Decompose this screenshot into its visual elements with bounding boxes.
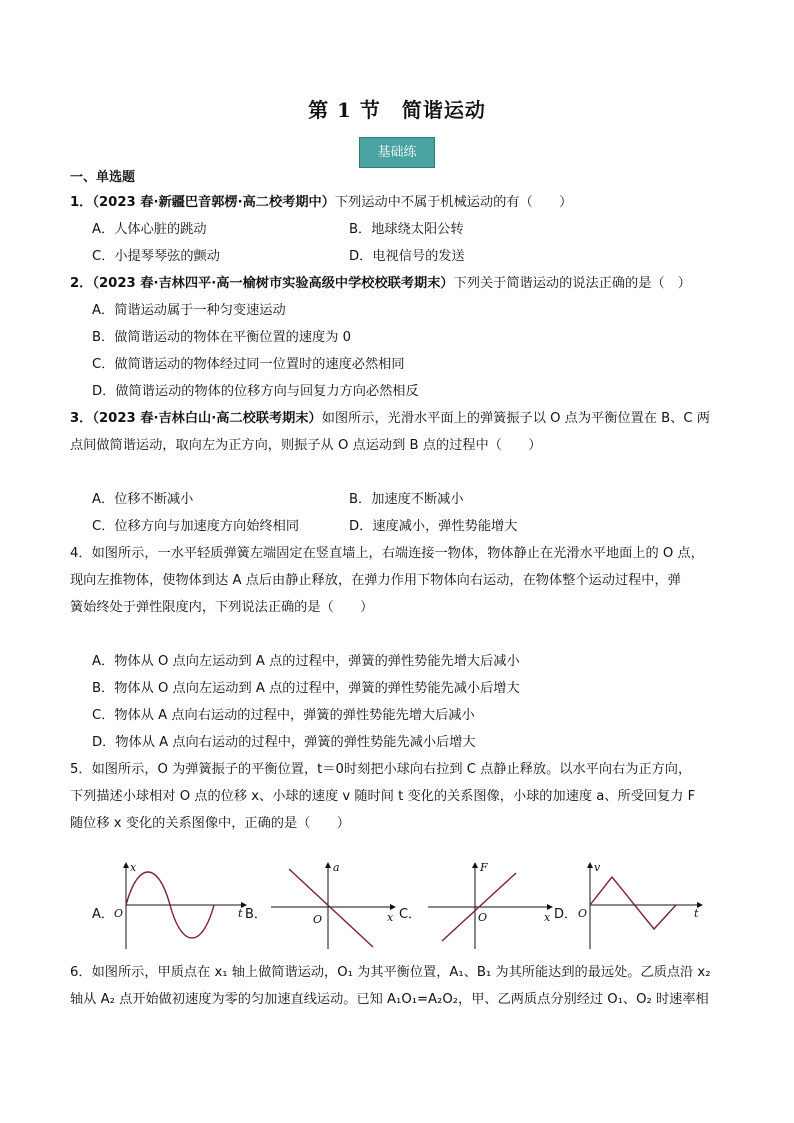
axis-label-t: t bbox=[694, 907, 699, 920]
question-stem: 随位移 x 变化的关系图像中，正确的是（ ） bbox=[70, 816, 350, 831]
question-stem: 如图所示，光滑水平面上的弹簧振子以 O 点为平衡位置在 B、C 两 bbox=[321, 411, 710, 426]
option-d-label[interactable]: D． bbox=[554, 907, 578, 922]
option-d[interactable]: D．速度减小，弹性势能增大 bbox=[349, 519, 518, 534]
option-d[interactable]: D．电视信号的发送 bbox=[349, 249, 465, 264]
question-1 bbox=[70, 189, 730, 216]
option-a-label[interactable]: A． bbox=[92, 907, 114, 922]
graph-b[interactable] bbox=[265, 859, 405, 951]
question-stem: 下列描述小球相对 O 点的位移 x、小球的速度 v 随时间 t 变化的关系图像，小球的加速度 a、所受回复力 F bbox=[70, 789, 696, 804]
graph-d[interactable] bbox=[574, 859, 714, 951]
option-b[interactable]: B．做简谐运动的物体在平衡位置的速度为 0 bbox=[92, 330, 352, 345]
options-row bbox=[70, 243, 730, 270]
option-c[interactable]: C．物体从 A 点向右运动的过程中，弹簧的弹性势能先增大后减小 bbox=[92, 708, 475, 723]
figure-placeholder bbox=[70, 459, 730, 486]
axis-label-F: F bbox=[480, 861, 488, 874]
question-stem: 下列运动中不属于机械运动的有（ ） bbox=[334, 195, 573, 210]
question-stem: 点间做简谐运动，取向左为正方向，则振子从 O 点运动到 B 点的过程中（ ） bbox=[70, 438, 542, 453]
option-b[interactable]: B．加速度不断减小 bbox=[349, 492, 464, 507]
option-c[interactable]: C．小提琴琴弦的颤动 bbox=[92, 249, 220, 264]
question-stem: 簧始终处于弹性限度内，下列说法正确的是（ ） bbox=[70, 600, 374, 615]
question-number: 1． bbox=[70, 195, 93, 210]
origin-label: O bbox=[478, 911, 488, 924]
option-b[interactable]: B．物体从 O 点向左运动到 A 点的过程中，弹簧的弹性势能先减小后增大 bbox=[92, 681, 520, 696]
answer-graphs bbox=[70, 859, 730, 959]
option-c[interactable]: C．做简谐运动的物体经过同一位置时的速度必然相同 bbox=[92, 357, 405, 372]
question-number: 2． bbox=[70, 276, 93, 291]
question-3 bbox=[70, 405, 730, 432]
option-a[interactable]: A．物体从 O 点向左运动到 A 点的过程中，弹簧的弹性势能先增大后减小 bbox=[92, 654, 520, 669]
page-title: 第 1 节 简谐运动 bbox=[308, 98, 486, 122]
axis-label-x: x bbox=[544, 911, 551, 924]
options-row bbox=[70, 216, 730, 243]
question-2 bbox=[70, 270, 730, 297]
options-row bbox=[70, 486, 730, 513]
option-c[interactable]: C．位移方向与加速度方向始终相同 bbox=[92, 519, 300, 534]
option-b-label[interactable]: B． bbox=[245, 907, 267, 922]
option-a[interactable]: A．位移不断减小 bbox=[92, 492, 194, 507]
option-a[interactable]: A．简谐运动属于一种匀变速运动 bbox=[92, 303, 286, 318]
level-badge: 基础练 bbox=[359, 137, 435, 168]
triangle-wave bbox=[590, 877, 676, 929]
question-4: 4．如图所示，一水平轻质弹簧左端固定在竖直墙上，右端连接一物体，物体静止在光滑水平地面上的 O 点， bbox=[70, 546, 704, 561]
origin-label: O bbox=[578, 907, 588, 920]
axis-label-x: x bbox=[130, 861, 137, 874]
axis-label-x: x bbox=[387, 911, 394, 924]
option-d[interactable]: D．物体从 A 点向右运动的过程中，弹簧的弹性势能先减小后增大 bbox=[92, 735, 476, 750]
origin-label: O bbox=[114, 907, 124, 920]
origin-label: O bbox=[313, 913, 323, 926]
axis-label-a: a bbox=[333, 861, 340, 874]
question-stem: 下列关于简谐运动的说法正确的是（ ） bbox=[453, 276, 691, 291]
axis-label-v: v bbox=[594, 861, 601, 874]
option-d[interactable]: D．做简谐运动的物体的位移方向与回复力方向必然相反 bbox=[92, 384, 419, 399]
question-source: （2023 春·吉林四平·高一榆树市实验高级中学校校联考期末） bbox=[92, 276, 454, 291]
graph-a[interactable] bbox=[110, 859, 250, 951]
question-source: （2023 春·吉林白山·高二校联考期末） bbox=[92, 411, 322, 426]
a-x-line bbox=[289, 869, 373, 947]
question-stem: 现向左推物体，使物体到达 A 点后由静止释放，在弹力作用下物体向右运动，在物体整个运动过程中，弹 bbox=[70, 573, 681, 588]
question-5: 5．如图所示，O 为弹簧振子的平衡位置，t＝0时刻把小球向右拉到 C 点静止释放。以水平向右为正方向， bbox=[70, 762, 692, 777]
question-number: 3． bbox=[70, 411, 93, 426]
option-a[interactable]: A．人体心脏的跳动 bbox=[92, 222, 207, 237]
question-stem: 轴从 A₂ 点开始做初速度为零的匀加速直线运动。已知 A₁O₁=A₂O₂，甲、乙两质点分别经过 O₁、O₂ 时速率相 bbox=[70, 992, 709, 1007]
question-list bbox=[70, 167, 730, 1013]
axis-label-t: t bbox=[238, 907, 243, 920]
question-source: （2023 春·新疆巴音郭楞·高二校考期中） bbox=[92, 195, 335, 210]
options-row bbox=[70, 513, 730, 540]
section-heading: 一、单选题 bbox=[70, 170, 136, 185]
question-6: 6．如图所示，甲质点在 x₁ 轴上做简谐运动，O₁ 为其平衡位置，A₁、B₁ 为其所能达到的最远处。乙质点沿 x₂ bbox=[70, 965, 711, 980]
option-b[interactable]: B．地球绕太阳公转 bbox=[349, 222, 464, 237]
figure-placeholder bbox=[70, 621, 730, 648]
option-c-label[interactable]: C． bbox=[399, 907, 422, 922]
graph-c[interactable] bbox=[422, 859, 562, 951]
